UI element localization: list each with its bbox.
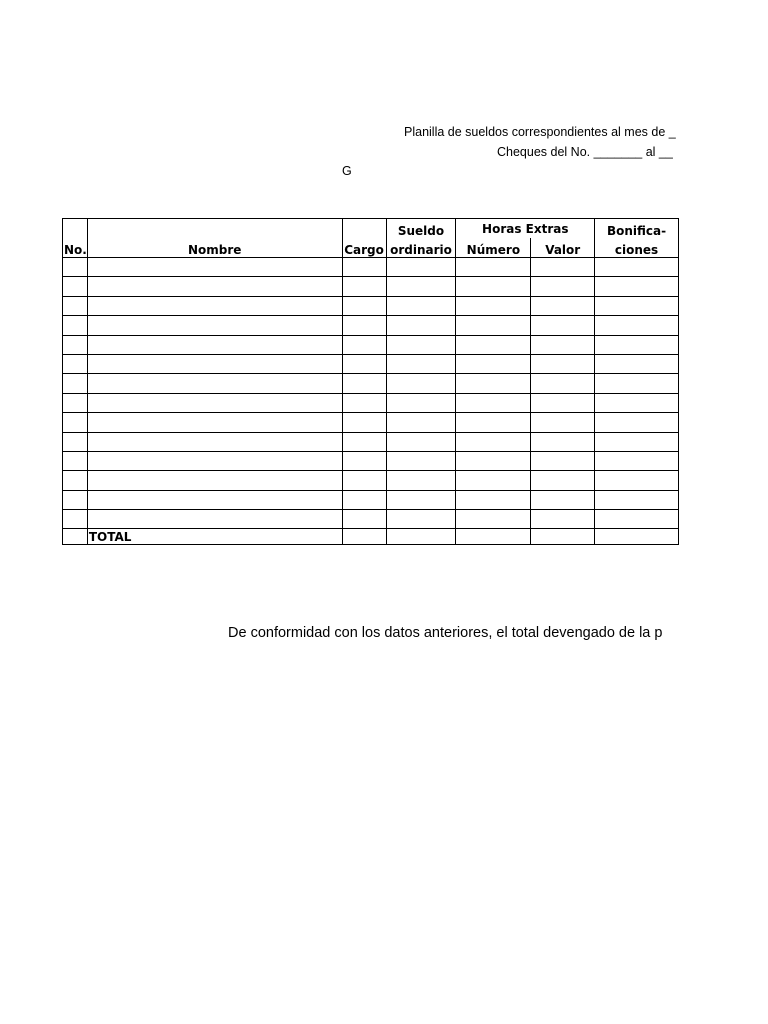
valor-cell	[531, 296, 595, 315]
nombre-cell	[87, 432, 342, 451]
nombre-cell	[87, 471, 342, 490]
bonif-cell	[595, 471, 679, 490]
numero-cell	[456, 471, 531, 490]
table-row	[63, 490, 679, 509]
numero-cell	[456, 490, 531, 509]
no-cell	[63, 510, 88, 529]
nombre-cell	[87, 510, 342, 529]
valor-cell	[531, 316, 595, 335]
valor-cell	[531, 258, 595, 277]
col-header-cargo: Cargo	[342, 238, 386, 258]
nombre-cell	[87, 413, 342, 432]
bonif-cell	[595, 258, 679, 277]
sueldo-cell	[386, 393, 456, 412]
numero-cell	[456, 335, 531, 354]
cargo-cell	[342, 354, 386, 373]
sueldo-cell	[386, 354, 456, 373]
numero-cell	[456, 374, 531, 393]
col-header-nombre: Nombre	[87, 238, 342, 258]
total-label: TOTAL	[87, 529, 342, 545]
numero-cell	[456, 277, 531, 296]
table-row	[63, 335, 679, 354]
sueldo-cell	[386, 296, 456, 315]
numero-cell	[456, 510, 531, 529]
payroll-table	[62, 218, 679, 545]
col-header-sueldo-line2: ordinario	[386, 238, 456, 258]
sueldo-cell	[386, 490, 456, 509]
cargo-cell	[342, 413, 386, 432]
numero-cell	[456, 451, 531, 470]
sueldo-cell	[386, 258, 456, 277]
numero-cell	[456, 316, 531, 335]
col-header-nombre-top	[87, 219, 342, 239]
table-row	[63, 258, 679, 277]
no-cell	[63, 354, 88, 373]
bonif-cell	[595, 510, 679, 529]
no-cell	[63, 316, 88, 335]
numero-cell	[456, 354, 531, 373]
sueldo-cell	[386, 451, 456, 470]
bonif-cell	[595, 277, 679, 296]
numero-cell	[456, 393, 531, 412]
planilla-title: Planilla de sueldos correspondientes al mes de _	[404, 125, 676, 139]
table-row	[63, 277, 679, 296]
nombre-cell	[87, 451, 342, 470]
col-header-numero: Número	[456, 238, 531, 258]
valor-cell	[531, 510, 595, 529]
conformidad-statement: De conformidad con los datos anteriores, el total devengado de la p	[228, 625, 663, 641]
header-row-2	[63, 238, 679, 258]
cargo-cell	[342, 471, 386, 490]
col-header-no-top	[63, 219, 88, 239]
cargo-cell	[342, 451, 386, 470]
no-cell	[63, 296, 88, 315]
valor-cell	[531, 277, 595, 296]
cargo-cell	[342, 490, 386, 509]
bonif-cell	[595, 432, 679, 451]
sueldo-cell	[386, 413, 456, 432]
table-row	[63, 374, 679, 393]
nombre-cell	[87, 316, 342, 335]
nombre-cell	[87, 277, 342, 296]
col-header-no: No.	[63, 238, 88, 258]
table-row	[63, 316, 679, 335]
valor-cell	[531, 490, 595, 509]
bonif-cell	[595, 296, 679, 315]
table-row	[63, 471, 679, 490]
nombre-cell	[87, 490, 342, 509]
nombre-cell	[87, 296, 342, 315]
total-row	[63, 529, 679, 545]
nombre-cell	[87, 374, 342, 393]
col-header-sueldo-line1: Sueldo	[386, 219, 456, 239]
sueldo-cell	[386, 510, 456, 529]
valor-cell	[531, 451, 595, 470]
sueldo-cell	[386, 432, 456, 451]
table-row	[63, 510, 679, 529]
no-cell	[63, 413, 88, 432]
header-row-1	[63, 219, 679, 239]
no-cell	[63, 393, 88, 412]
nombre-cell	[87, 354, 342, 373]
cargo-cell	[342, 258, 386, 277]
valor-cell	[531, 471, 595, 490]
total-sueldo-cell	[386, 529, 456, 545]
bonif-cell	[595, 354, 679, 373]
cargo-cell	[342, 374, 386, 393]
cargo-cell	[342, 316, 386, 335]
nombre-cell	[87, 258, 342, 277]
cargo-cell	[342, 296, 386, 315]
no-cell	[63, 432, 88, 451]
no-cell	[63, 258, 88, 277]
nombre-cell	[87, 393, 342, 412]
bonif-cell	[595, 374, 679, 393]
total-numero-cell	[456, 529, 531, 545]
sueldo-cell	[386, 316, 456, 335]
col-header-horas-extras: Horas Extras	[456, 219, 595, 239]
cargo-cell	[342, 432, 386, 451]
total-no-cell	[63, 529, 88, 545]
valor-cell	[531, 413, 595, 432]
valor-cell	[531, 393, 595, 412]
numero-cell	[456, 296, 531, 315]
nombre-cell	[87, 335, 342, 354]
sueldo-cell	[386, 335, 456, 354]
no-cell	[63, 277, 88, 296]
col-header-bonif-line2: ciones	[595, 238, 679, 258]
no-cell	[63, 471, 88, 490]
bonif-cell	[595, 393, 679, 412]
numero-cell	[456, 413, 531, 432]
bonif-cell	[595, 451, 679, 470]
valor-cell	[531, 354, 595, 373]
no-cell	[63, 335, 88, 354]
bonif-cell	[595, 490, 679, 509]
bonif-cell	[595, 316, 679, 335]
valor-cell	[531, 374, 595, 393]
table-row	[63, 393, 679, 412]
table-row	[63, 354, 679, 373]
valor-cell	[531, 335, 595, 354]
total-valor-cell	[531, 529, 595, 545]
total-bonif-cell	[595, 529, 679, 545]
sueldo-cell	[386, 277, 456, 296]
valor-cell	[531, 432, 595, 451]
table-row	[63, 451, 679, 470]
cargo-cell	[342, 393, 386, 412]
numero-cell	[456, 432, 531, 451]
cargo-cell	[342, 335, 386, 354]
sueldo-cell	[386, 374, 456, 393]
cargo-cell	[342, 510, 386, 529]
numero-cell	[456, 258, 531, 277]
no-cell	[63, 490, 88, 509]
bonif-cell	[595, 413, 679, 432]
col-header-cargo-top	[342, 219, 386, 239]
header-fragment: G	[342, 164, 352, 178]
bonif-cell	[595, 335, 679, 354]
sueldo-cell	[386, 471, 456, 490]
cargo-cell	[342, 277, 386, 296]
no-cell	[63, 374, 88, 393]
col-header-valor: Valor	[531, 238, 595, 258]
payroll-body	[63, 258, 679, 545]
table-row	[63, 432, 679, 451]
total-cargo-cell	[342, 529, 386, 545]
table-row	[63, 413, 679, 432]
table-row	[63, 296, 679, 315]
cheques-line: Cheques del No. _______ al __	[497, 145, 673, 159]
col-header-bonif-line1: Bonifica-	[595, 219, 679, 239]
no-cell	[63, 451, 88, 470]
